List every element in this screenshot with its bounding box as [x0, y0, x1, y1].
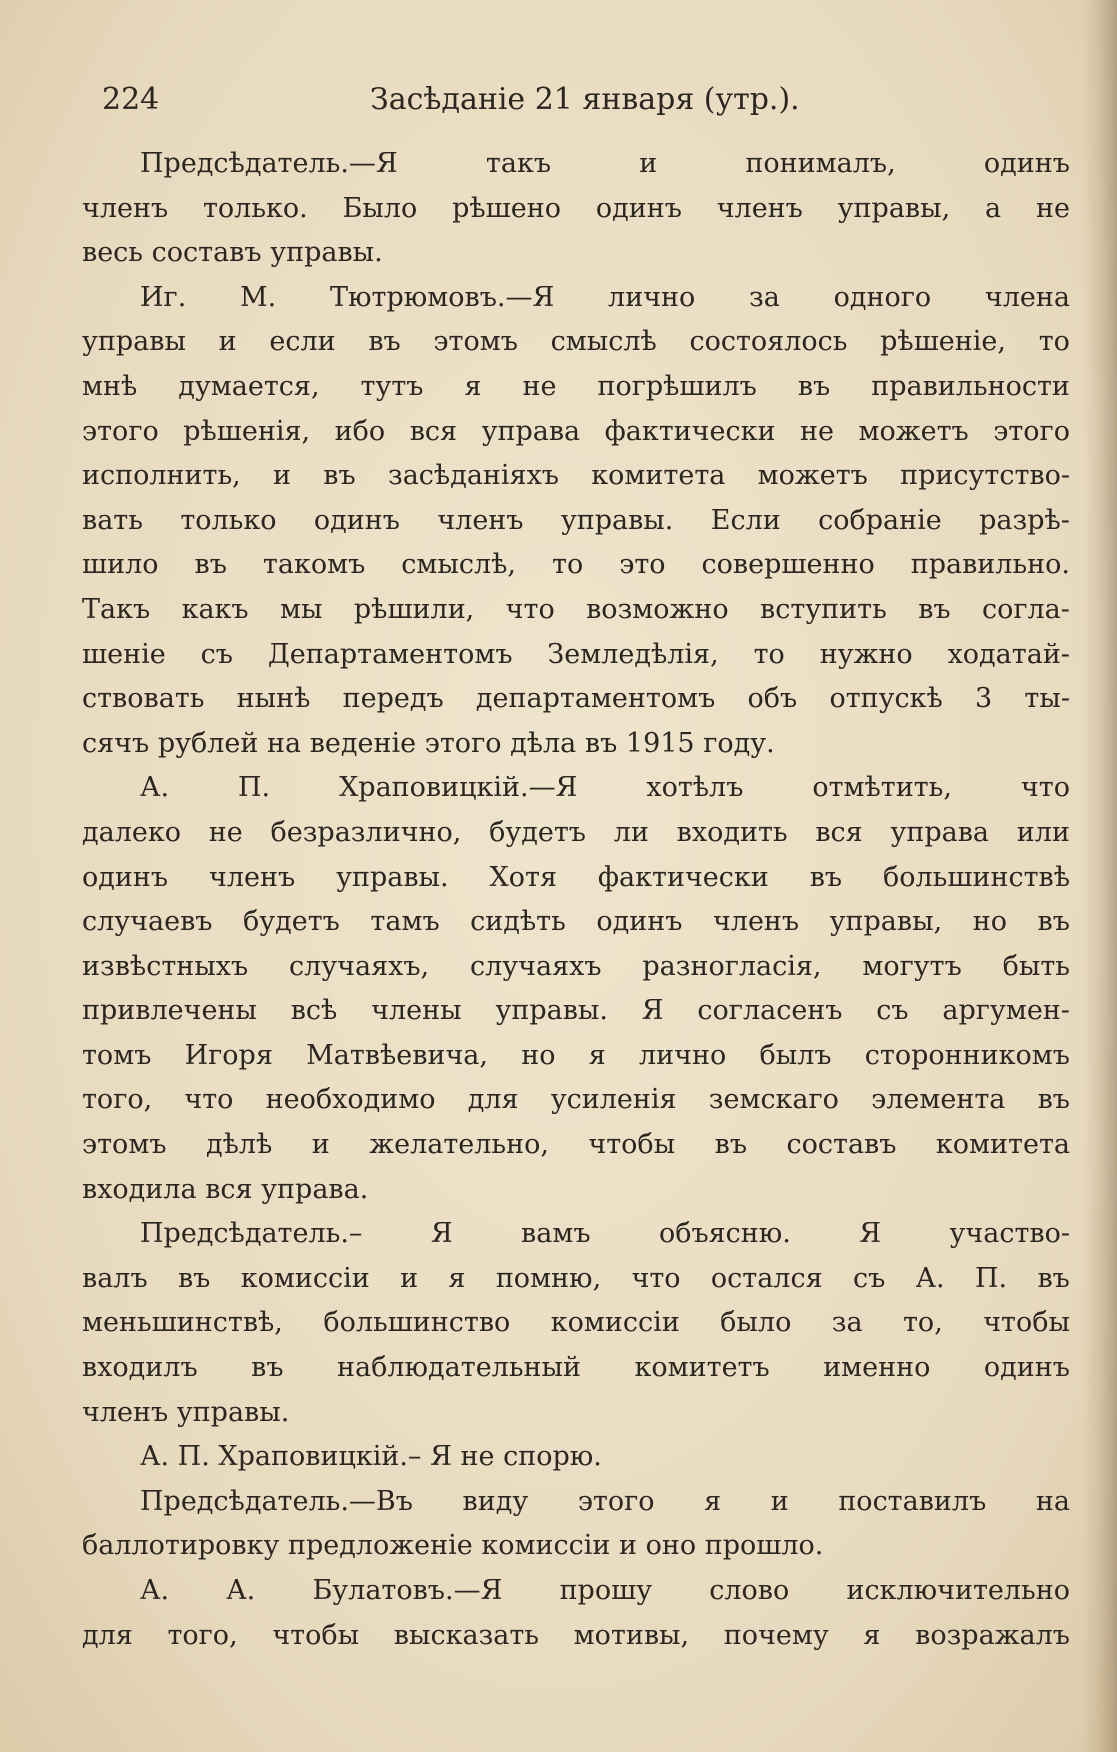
- word: тутъ: [360, 370, 424, 402]
- word: дѣла: [510, 727, 577, 759]
- word: оно: [645, 1530, 697, 1562]
- word: за: [831, 1307, 863, 1339]
- word: чтобы: [588, 1129, 676, 1161]
- word: и: [639, 148, 658, 179]
- word: управы,: [837, 192, 951, 224]
- word: фактически: [604, 415, 776, 447]
- word: Хотя: [489, 861, 557, 893]
- word: будетъ: [243, 906, 340, 938]
- word: Я: [430, 1218, 453, 1250]
- word: П.: [974, 1262, 1008, 1294]
- word: управы,: [829, 906, 943, 938]
- word: управы.: [336, 861, 449, 893]
- word: и: [400, 1262, 419, 1294]
- word: какъ: [181, 593, 249, 625]
- word: не: [1035, 192, 1070, 224]
- word: согласенъ: [697, 995, 843, 1027]
- word: чтобы: [983, 1307, 1070, 1339]
- word: одного: [833, 281, 932, 313]
- word: входила: [82, 1173, 197, 1205]
- word: я: [588, 1039, 606, 1071]
- text-line: [82, 1034, 1070, 1079]
- text-line: [82, 588, 1070, 633]
- word: лично: [639, 1039, 727, 1071]
- text-line: [82, 811, 1070, 856]
- word: Иг.: [140, 281, 187, 313]
- word: и: [311, 1129, 330, 1161]
- word: возражалъ: [915, 1619, 1070, 1651]
- word: разрѣ-: [979, 504, 1070, 536]
- word: понималъ,: [745, 148, 896, 179]
- word: ли: [613, 816, 649, 848]
- word: слово: [709, 1575, 790, 1606]
- word: вать: [82, 504, 143, 536]
- word: веденіе: [309, 727, 417, 759]
- word: вступить: [760, 593, 887, 625]
- word: управы.: [270, 237, 383, 269]
- text-line: [82, 1524, 1070, 1569]
- word: хотѣлъ: [646, 772, 744, 804]
- word: собраніе: [818, 504, 942, 536]
- word: ходатай-: [947, 638, 1070, 670]
- word: членъ: [716, 192, 803, 224]
- word: комитета: [935, 1129, 1070, 1161]
- word: въ: [251, 1352, 284, 1384]
- word: но: [972, 906, 1007, 938]
- word: что: [184, 1084, 234, 1116]
- word: П.: [177, 1441, 210, 1473]
- word: комитетъ: [634, 1352, 770, 1384]
- word: одинъ: [313, 504, 400, 536]
- paragraph: [82, 142, 1070, 276]
- word: комитета: [591, 460, 726, 492]
- word: такъ: [485, 148, 552, 179]
- text-line: [82, 1614, 1070, 1659]
- word: комиссіи: [240, 1262, 370, 1294]
- word: смыслѣ,: [401, 549, 517, 581]
- word: безразлично,: [270, 816, 462, 848]
- word: остался: [710, 1262, 823, 1294]
- word: случаяхъ,: [289, 950, 430, 982]
- word: высказать: [393, 1619, 540, 1651]
- word: въ: [1037, 1262, 1070, 1294]
- paragraph: [82, 276, 1070, 767]
- word: отмѣтить,: [812, 772, 952, 804]
- word: одинъ: [983, 1352, 1070, 1384]
- word: земскаго: [708, 1084, 839, 1116]
- word: виду: [462, 1485, 529, 1517]
- word: я: [448, 1262, 466, 1294]
- word: присутство-: [900, 460, 1070, 492]
- word: прошло.: [704, 1530, 824, 1562]
- word: извѣстныхъ: [82, 950, 249, 982]
- word: отпускѣ: [829, 683, 943, 715]
- word: вамъ: [521, 1218, 591, 1250]
- word: этомъ: [82, 1129, 167, 1161]
- word: большинство: [323, 1307, 511, 1339]
- text-line: [82, 856, 1070, 901]
- word: рѣшеніе,: [880, 326, 1006, 358]
- word: шило: [82, 549, 159, 581]
- word: можетъ: [858, 415, 969, 447]
- word: въ: [584, 727, 618, 759]
- word: А.: [140, 1575, 170, 1606]
- text-line: [82, 1257, 1070, 1302]
- word: дѣлѣ: [205, 1129, 273, 1161]
- word: году.: [703, 727, 775, 759]
- word: вся: [409, 415, 458, 447]
- word: Матвѣевича,: [306, 1039, 488, 1071]
- word: или: [1016, 816, 1070, 848]
- word: члены: [371, 995, 462, 1027]
- word: исполнить,: [82, 460, 241, 492]
- word: и: [273, 460, 292, 492]
- word: департаментомъ: [475, 683, 716, 715]
- word: передъ: [342, 683, 444, 715]
- word: можетъ: [757, 460, 868, 492]
- text-line: [82, 1123, 1070, 1168]
- word: былъ: [759, 1039, 832, 1071]
- word: входить: [676, 816, 788, 848]
- word: въ: [368, 326, 401, 358]
- word: чтобы: [272, 1619, 360, 1651]
- word: этого: [577, 1485, 655, 1517]
- word: комиссіи: [481, 1530, 611, 1562]
- word: совершенно: [701, 549, 875, 581]
- word: состоялось: [689, 326, 848, 358]
- word: этого: [993, 415, 1070, 447]
- text-line: [82, 1346, 1070, 1391]
- word: почему: [723, 1619, 829, 1651]
- word: то: [753, 638, 785, 670]
- word: рѣшено: [452, 192, 562, 224]
- word: только: [180, 504, 277, 536]
- word: того,: [82, 1084, 153, 1116]
- word: могутъ: [862, 950, 962, 982]
- text-line: [82, 365, 1070, 410]
- word: членъ: [82, 1396, 169, 1428]
- word: я: [464, 370, 482, 402]
- word: что: [631, 1262, 681, 1294]
- word: объясню.: [658, 1218, 791, 1250]
- word: на: [267, 727, 302, 759]
- word: въ: [797, 370, 831, 402]
- word: управы.: [495, 995, 608, 1027]
- word: члена: [984, 281, 1070, 313]
- word: не: [522, 370, 557, 402]
- running-title: Засѣданіе 21 января (утр.).: [370, 82, 800, 117]
- word: то: [1038, 326, 1070, 358]
- word: шеніе: [82, 638, 166, 670]
- text-line: [82, 1212, 1070, 1257]
- word: въ: [918, 593, 951, 625]
- word: этого: [424, 727, 502, 759]
- text-line: [82, 454, 1070, 499]
- word: сячъ: [82, 727, 150, 759]
- word: въ: [194, 549, 227, 581]
- word: Такъ: [82, 593, 151, 625]
- word: мнѣ: [82, 370, 138, 402]
- word: членъ: [712, 906, 800, 938]
- word: а: [985, 192, 1002, 224]
- text-line: [82, 722, 1070, 767]
- stenogram-text: [82, 142, 1070, 1658]
- text-line: [82, 499, 1070, 544]
- text-line: [82, 231, 1070, 276]
- word: то,: [903, 1307, 943, 1339]
- word: управы.: [176, 1396, 290, 1428]
- word: одинъ: [82, 861, 169, 893]
- word: Игоря: [184, 1039, 273, 1071]
- word: именно: [823, 1352, 931, 1384]
- word: въ: [323, 460, 356, 492]
- word: правильно.: [910, 549, 1070, 581]
- text-line: [82, 142, 1070, 187]
- word: въ: [714, 1129, 748, 1161]
- word: съ: [876, 995, 909, 1027]
- word: этомъ: [433, 326, 518, 358]
- word: меньшинствѣ,: [82, 1307, 283, 1339]
- word: возможно: [586, 593, 729, 625]
- word: ствовать: [82, 683, 205, 715]
- page-header: [102, 78, 800, 122]
- word: спорю.: [503, 1441, 602, 1473]
- word: смыслѣ: [550, 326, 657, 358]
- word: не: [208, 816, 243, 848]
- word: большинствѣ: [883, 861, 1070, 893]
- word: случаевъ: [82, 906, 213, 938]
- word: Земледѣлія,: [547, 638, 719, 670]
- word: одинъ: [983, 148, 1070, 179]
- word: М.: [240, 281, 277, 313]
- word: сторонникомъ: [864, 1039, 1070, 1071]
- word: съ: [200, 638, 233, 670]
- text-line: [82, 1480, 1070, 1525]
- word: въ: [177, 1262, 211, 1294]
- word: наблюдательный: [337, 1352, 582, 1384]
- word: мотивы,: [573, 1619, 690, 1651]
- page-edge-shadow: [1083, 0, 1117, 1752]
- word: что: [1020, 772, 1070, 804]
- page-number: 224: [102, 82, 160, 117]
- word: для: [467, 1084, 519, 1116]
- paragraph: [82, 1435, 1070, 1480]
- paragraph: [82, 1569, 1070, 1658]
- word: что: [505, 593, 555, 625]
- word: я: [863, 1619, 881, 1651]
- word: Если: [710, 504, 781, 536]
- word: Тютрюмовъ.—Я: [330, 281, 555, 313]
- word: за: [749, 281, 780, 313]
- word: если: [269, 326, 336, 358]
- word: на: [1035, 1485, 1070, 1517]
- word: я: [704, 1485, 722, 1517]
- word: согла-: [981, 593, 1070, 625]
- paragraph: [82, 1212, 1070, 1435]
- word: далеко: [82, 816, 181, 848]
- word: вся: [815, 816, 863, 848]
- word: фактически: [597, 861, 769, 893]
- word: въ: [809, 861, 843, 893]
- word: но: [521, 1039, 556, 1071]
- text-line: [82, 187, 1070, 232]
- word: думается,: [178, 370, 320, 402]
- word: одинъ: [596, 906, 683, 938]
- word: въ: [1037, 906, 1070, 938]
- word: А.: [226, 1575, 256, 1606]
- word: лично: [608, 281, 696, 313]
- word: и: [618, 1530, 637, 1562]
- word: томъ: [82, 1039, 152, 1071]
- word: не: [800, 415, 834, 447]
- word: нужно: [819, 638, 913, 670]
- word: управа.: [261, 1173, 369, 1205]
- word: ибо: [334, 415, 386, 447]
- word: входилъ: [82, 1352, 198, 1384]
- word: и: [218, 326, 237, 358]
- word: членъ: [437, 504, 524, 536]
- word: того,: [167, 1619, 238, 1651]
- word: составъ: [151, 237, 262, 269]
- text-line: [82, 1435, 1070, 1480]
- word: погрѣшилъ: [597, 370, 757, 402]
- word: и: [770, 1485, 789, 1517]
- word: привлечены: [82, 995, 257, 1027]
- word: Предсѣдатель.–: [140, 1218, 363, 1250]
- word: баллотировку: [82, 1530, 280, 1562]
- text-line: [82, 320, 1070, 365]
- word: Я: [430, 1441, 452, 1473]
- text-line: [82, 989, 1070, 1034]
- word: усиленія: [550, 1084, 677, 1116]
- word: засѣданіяхъ: [387, 460, 559, 492]
- word: П.: [237, 772, 271, 804]
- text-line: [82, 677, 1070, 722]
- word: рублей: [157, 727, 259, 759]
- word: для: [82, 1619, 133, 1651]
- word: прошу: [559, 1575, 653, 1606]
- text-line: [82, 276, 1070, 321]
- word: весь: [82, 237, 144, 269]
- text-line: [82, 543, 1070, 588]
- word: А.: [140, 1441, 170, 1473]
- word: Департаментомъ: [267, 638, 513, 670]
- word: членъ: [82, 192, 169, 224]
- text-line: [82, 633, 1070, 678]
- text-line: [82, 1168, 1070, 1213]
- word: желательно,: [369, 1129, 549, 1161]
- word: элемента: [871, 1084, 1006, 1116]
- word: валъ: [82, 1262, 148, 1294]
- word: нынѣ: [236, 683, 311, 715]
- word: управа: [890, 816, 990, 848]
- word: быть: [1002, 950, 1070, 982]
- word: всѣ: [290, 995, 338, 1027]
- word: Предсѣдатель.—Я: [140, 148, 398, 179]
- word: Храповицкій.—Я: [339, 772, 578, 804]
- word: разногласія,: [642, 950, 822, 982]
- word: было: [720, 1307, 792, 1339]
- word: 1915: [625, 727, 695, 759]
- word: будетъ: [489, 816, 586, 848]
- word: одинъ: [595, 192, 682, 224]
- paragraph: [82, 1480, 1070, 1569]
- word: управы: [82, 326, 186, 358]
- word: Предсѣдатель.—Въ: [140, 1485, 413, 1517]
- word: мы: [279, 593, 323, 625]
- word: помню,: [495, 1262, 602, 1294]
- word: случаяхъ: [469, 950, 602, 982]
- text-line: [82, 1078, 1070, 1123]
- text-line: [82, 1301, 1070, 1346]
- word: А.: [140, 772, 170, 804]
- text-line: [82, 945, 1070, 990]
- word: правильности: [871, 370, 1070, 402]
- word: не: [460, 1441, 495, 1473]
- word: то: [552, 549, 584, 581]
- word: составъ: [786, 1129, 897, 1161]
- word: 3: [975, 683, 993, 715]
- word: Храповицкій.–: [218, 1441, 422, 1473]
- text-line: [82, 766, 1070, 811]
- word: необходимо: [265, 1084, 436, 1116]
- word: управа: [481, 415, 581, 447]
- word: Булатовъ.—Я: [312, 1575, 503, 1606]
- word: въ: [1037, 1084, 1070, 1116]
- word: исключительно: [846, 1575, 1070, 1606]
- text-line: [82, 410, 1070, 455]
- word: участво-: [949, 1218, 1070, 1250]
- word: съ: [852, 1262, 886, 1294]
- word: комиссіи: [550, 1307, 680, 1339]
- word: сидѣть: [470, 906, 566, 938]
- text-line: [82, 900, 1070, 945]
- word: членъ: [208, 861, 296, 893]
- word: аргумен-: [942, 995, 1070, 1027]
- word: управы.: [560, 504, 674, 536]
- word: такомъ: [262, 549, 366, 581]
- word: рѣшили,: [353, 593, 475, 625]
- word: поставилъ: [838, 1485, 987, 1517]
- paragraph: [82, 766, 1070, 1212]
- word: этого: [82, 415, 159, 447]
- word: А.: [915, 1262, 945, 1294]
- word: объ: [747, 683, 798, 715]
- text-line: [82, 1569, 1070, 1614]
- word: ты-: [1024, 683, 1070, 715]
- word: предложеніе: [287, 1530, 473, 1562]
- text-line: [82, 1391, 1070, 1436]
- word: это: [619, 549, 666, 581]
- word: Я: [641, 995, 664, 1027]
- word: Было: [342, 192, 418, 224]
- word: Я: [859, 1218, 882, 1250]
- word: только.: [202, 192, 308, 224]
- word: тамъ: [370, 906, 440, 938]
- word: рѣшенія,: [183, 415, 311, 447]
- word: вся: [205, 1173, 253, 1205]
